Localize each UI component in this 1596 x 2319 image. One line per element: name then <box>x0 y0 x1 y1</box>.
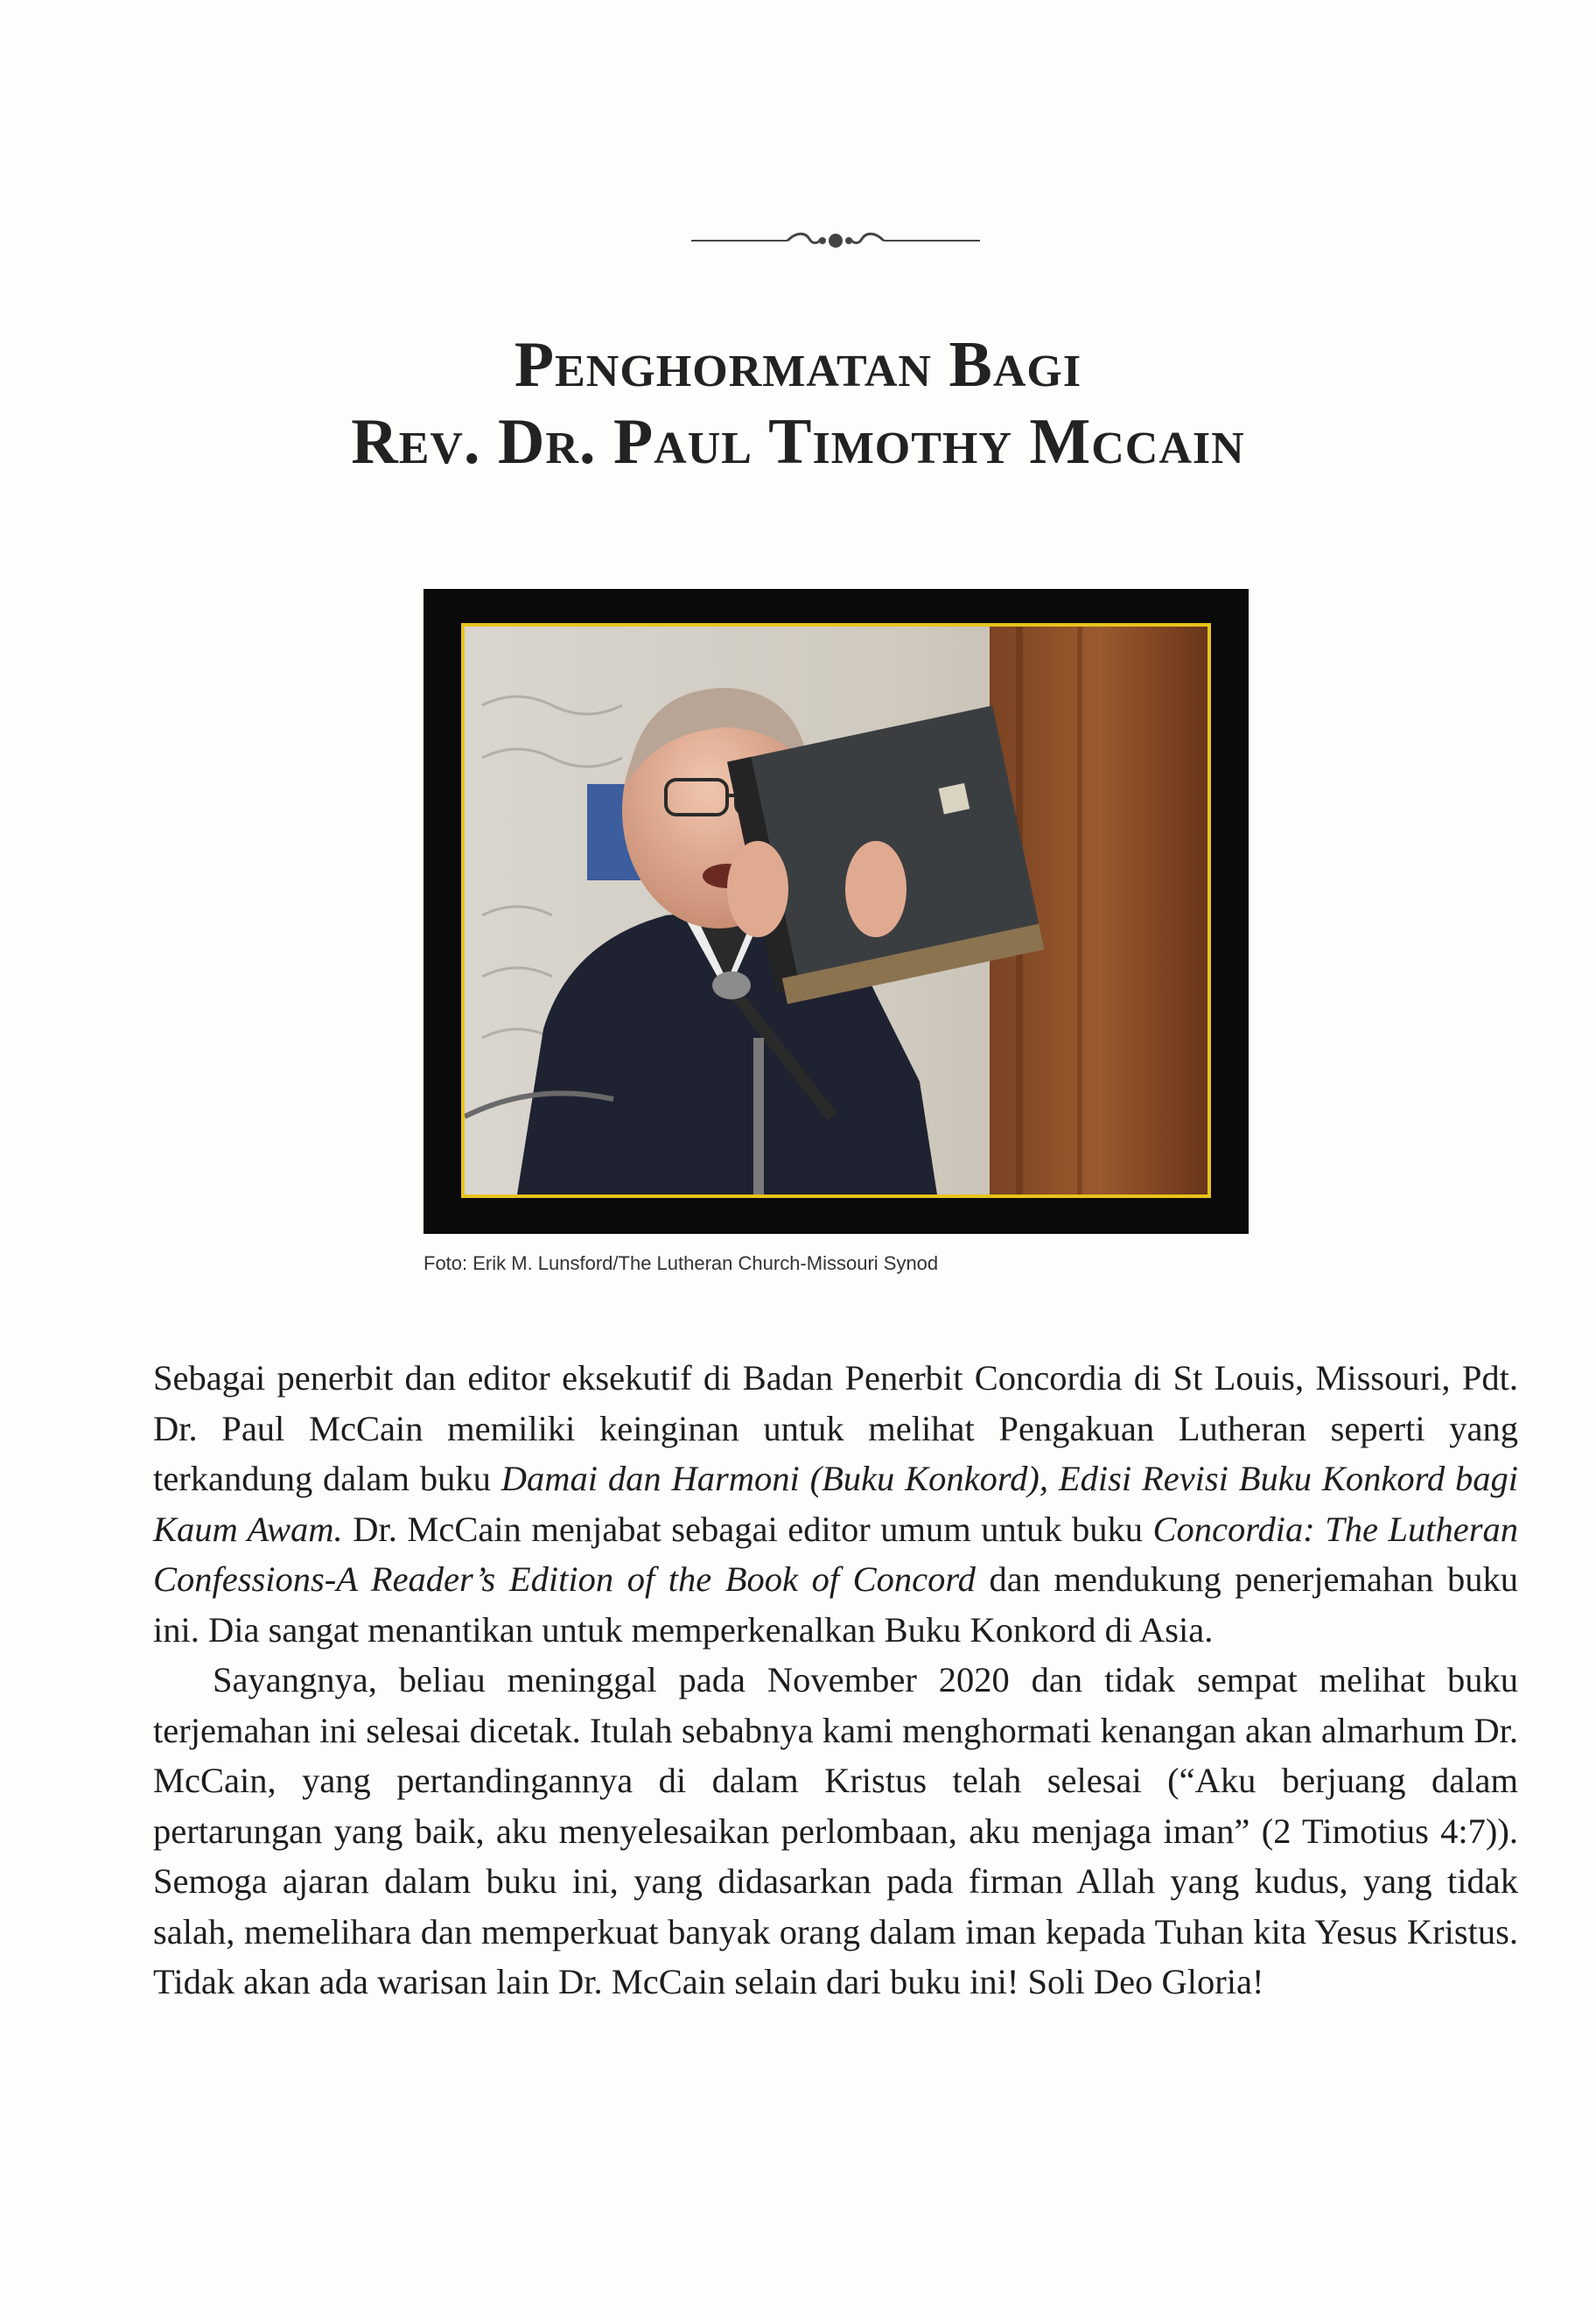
page-title-line1: Penghormatan Bagi <box>514 329 1082 401</box>
body-text <box>153 1353 1518 2007</box>
paragraph-1-part-3: dan mendukung penerjemahan buku ini. Dia sangat menantikan untuk memperkenalkan Buku Konkord di Asia. <box>153 1559 1518 1650</box>
ornament-divider <box>691 223 980 258</box>
page-title-line2: Rev. Dr. Paul Timothy Mccain <box>351 406 1245 478</box>
photo <box>461 623 1211 1198</box>
paragraph-2: Sayangnya, beliau meninggal pada November 2020 dan tidak sempat melihat buku terjemahan ini selesai dicetak. Itulah sebabnya kami menghormati kenangan akan almarhum Dr. McCain, yang pertandingannya di dalam Kristus telah selesai (“Aku berjuang dalam pertarungan yang baik, aku menyelesaikan perlombaan, aku menjaga iman” (2 Timotius 4:7)). Semoga ajaran dalam buku ini, yang didasarkan pada firman Allah yang kudus, yang tidak salah, memelihara dan memperkuat banyak orang dalam iman kepada Tuhan kita Yesus Kristus. Tidak akan ada warisan lain Dr. McCain selain dari buku ini! Soli Deo Gloria! <box>153 1660 1518 2001</box>
photo-illustration <box>465 627 1208 1195</box>
photo-caption: Foto: Erik M. Lunsford/The Lutheran Church-Missouri Synod <box>424 1252 939 1274</box>
paragraph-1 <box>153 1353 1518 1655</box>
book-title-concordia: Concordia: The Lutheran Confessions-A Reader’s Edition of the Book of Concord <box>153 1509 1519 1599</box>
paragraph-1-part-1: Sebagai penerbit dan editor eksekutif di Badan Penerbit Concordia di St Louis, Missouri, Pdt. Dr. Paul McCain memiliki keinginan untuk melihat Pengakuan Lutheran seperti yang terkandung dalam buku <box>153 1358 1518 1498</box>
book-title-konkord: Damai dan Harmoni (Buku Konkord), Edisi Revisi Buku Konkord bagi Kaum Awam. <box>153 1459 1518 1549</box>
paragraph-1-part-2: Dr. McCain menjabat sebagai editor umum untuk buku <box>342 1509 1153 1549</box>
photo-frame <box>424 589 1249 1234</box>
